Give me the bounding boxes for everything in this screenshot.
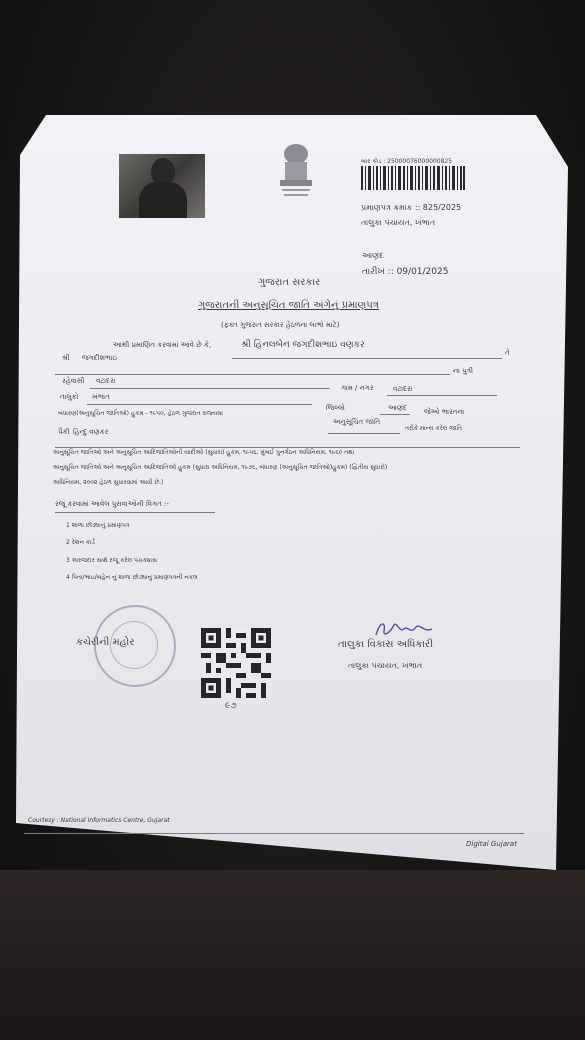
document-item: 4 પિતા/ભાઇ/બહેન નું શાળા છોડ્યાનું પ્રમાણપત્રની નકલ (66, 574, 198, 581)
barcode (361, 166, 465, 190)
footer-rule (24, 833, 524, 834)
national-emblem-icon (268, 140, 324, 200)
document-item: 3 અરજદાર સાથે રજૂ કરેલ પંચક્યાસ (66, 557, 157, 564)
officer-signature (374, 617, 434, 641)
holder-name-line (232, 358, 502, 359)
gam-nagar-value: વટાદરા (393, 385, 413, 393)
legal-para-2: અનુસૂચિત જાતિઓ અને અનુસૂચિત આદિજાતિઓ હુકમ (સુધારા અધિનિયમ, ૧૯૭૬, બંધારણ (અનુસૂચિત જાતિઓ)હુકમ) (દ્વિતીય સુધારો) (53, 464, 388, 471)
certificate-paper (16, 115, 568, 875)
qr-number: ૯૭ (225, 701, 237, 711)
issue-place: આણંદ (362, 251, 384, 260)
courtesy-text: Courtesy : National Informatics Centre, Gujarat (28, 817, 170, 824)
legal-para-3: અધિનિયમ, ૨૦૦૨ હેઠળ સુધારવામાં આવી છે.) (53, 479, 164, 486)
gam-nagar-line (387, 395, 497, 396)
document-item: 1 શાળા છોડ્યાનું પ્રમાણપત્ર (66, 522, 130, 529)
certificate-number: પ્રમાણપત્ર ક્રમાંક :: 825/2025 (361, 203, 462, 212)
category-line (328, 433, 400, 434)
taluka-value: ખંભાત (92, 393, 110, 401)
government-title: ગુજરાત સરકાર (258, 277, 321, 288)
issuing-office: તાલુકા પંચાયત, ખંભાત (361, 218, 436, 227)
taluka-label: તાલુકો (60, 393, 79, 401)
resident-line (90, 388, 330, 389)
documents-heading-line (55, 512, 215, 513)
taluka-line (87, 404, 312, 405)
caste-prefix: પૈકી (58, 428, 70, 436)
suffix-text: તે (505, 349, 510, 357)
category-value: અનુસૂચિત જાતિ (333, 418, 381, 426)
officer-title: તાલુકા વિકાસ અધિકારી (338, 639, 433, 650)
parent-name-line (55, 374, 450, 375)
office-stamp-label: કચેરીની મહોર (76, 637, 135, 648)
certificate-subtitle: (ફક્ત ગુજરાત સરકાર હેઠળના લાભો માટે) (221, 321, 340, 329)
caste-underline (55, 447, 520, 448)
barcode-number: બાર કોડ : 25000076000000825 (361, 158, 453, 165)
caste-line-a: જેઓ ભારતના (424, 408, 465, 416)
document-item: 2 રેશન કાર્ડ (66, 539, 95, 546)
qr-code (201, 628, 271, 698)
holder-name: શ્રી હિનલબેન જગદીશભાઇ વણકર (241, 340, 365, 350)
table-surface (0, 870, 585, 1040)
legal-para-1: અનુસૂચિત જાતિઓ અને અનુસૂચિત આદિજાતિઓની યાદીઓ (સુધારા) હુકમ, ૧૯૫૬, મુંબઈ પુનર્ગઠન અધિનિયમ, ૧૯૬૦ તથા (53, 449, 355, 456)
resident-value: વટાદરા (96, 377, 116, 385)
caste-line-c: તરીકે માન્ય કરેલ જાતિ (405, 425, 463, 432)
issue-date: તારીખ :: 09/01/2025 (362, 267, 449, 277)
district-label: જિલ્લો (326, 404, 345, 412)
certificate-title: ગુજરાતની અનુસૂચિત જાતિ અંગેનું પ્રમાણપત્ર (198, 300, 379, 311)
caste-line-b: બંધારણ(અનુસૂચિત જાતિઓ) હુકમ - ૧૯૫૦, હેઠળ ગુજરાત રાજ્યમાં (58, 410, 223, 417)
intro-text: આથી પ્રમાણિત કરવામાં આવે છે કે, (113, 341, 212, 349)
gam-nagar-label: ગામ / નગર (341, 384, 374, 392)
resident-label: રહેવાસી (62, 377, 85, 385)
holder-photo (119, 154, 205, 218)
caste-value: હિન્દુ વણકર (73, 428, 109, 436)
relation-prefix: શ્રી (62, 354, 70, 362)
officer-office: તાલુકા પંચાયત, ખંભાત (348, 661, 423, 670)
district-value: આણંદ (388, 404, 407, 412)
documents-heading: રજૂ કરવામાં આવેલ પુરાવાઓની વિગત :- (55, 500, 169, 508)
parent-name: જગદીશભાઇ (82, 354, 117, 362)
relation-text: ના પુત્રી (453, 367, 474, 375)
digital-gujarat-brand: Digital Gujarat (466, 840, 517, 848)
district-line (380, 414, 410, 415)
